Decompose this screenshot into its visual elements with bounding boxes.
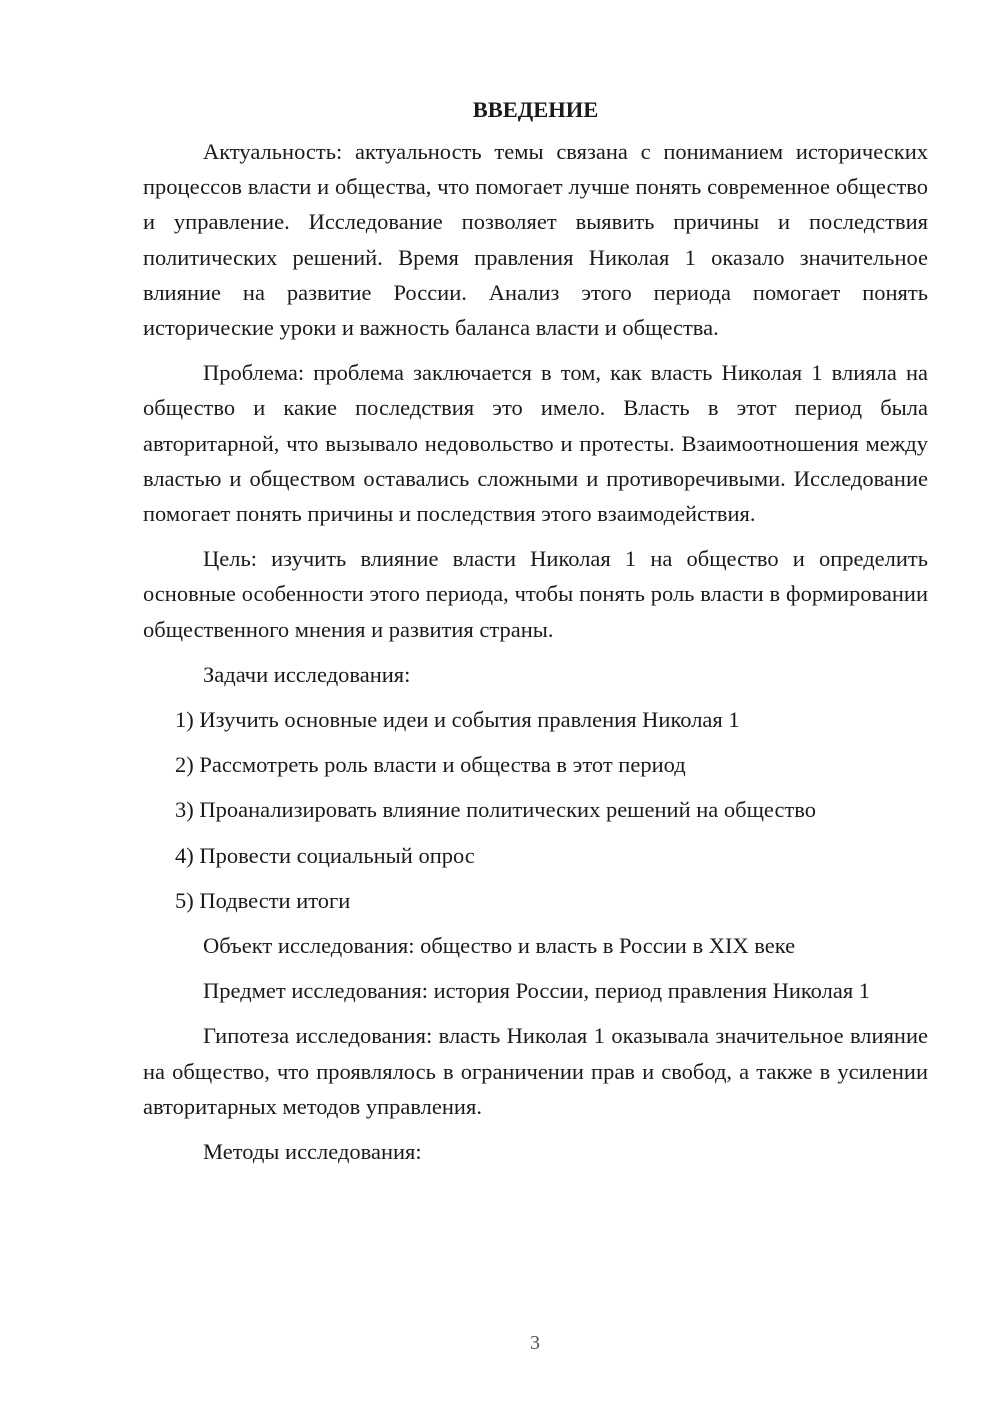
methods-heading: Методы исследования: bbox=[203, 1139, 422, 1165]
list-item: 3) Проанализировать влияние политических решений на общество bbox=[175, 797, 817, 823]
hypothesis-paragraph: Гипотеза исследования: власть Николая 1 оказывала значительное влияние на общество, что проявлялось в ограничении прав и свобод, а также в усилении авторитарных методов управления. bbox=[143, 1023, 928, 1119]
page-number: 3 bbox=[530, 1332, 540, 1354]
subject-paragraph: Предмет исследования: история России, период правления Николая 1 bbox=[203, 978, 871, 1004]
object-paragraph: Объект исследования: общество и власть в России в XIX веке bbox=[203, 933, 796, 959]
document-page bbox=[143, 92, 928, 1179]
list-item: 4) Провести социальный опрос bbox=[175, 842, 475, 868]
list-item: 1) Изучить основные идеи и события правления Николая 1 bbox=[175, 707, 740, 733]
list-item: 2) Рассмотреть роль власти и общества в этот период bbox=[175, 752, 686, 778]
relevance-paragraph: Актуальность: актуальность темы связана с пониманием исторических процессов власти и общества, что помогает лучше понять современное общество и управление. Исследование позволяет выявить причины и последствия политических решений. Время правления Николая 1 оказало значительное влияние на развитие России. Анализ этого периода помогает понять исторические уроки и важность баланса власти и общества. bbox=[143, 139, 928, 341]
problem-paragraph: Проблема: проблема заключается в том, как власть Николая 1 влияла на общество и какие последствия это имело. Власть в этот период была авторитарной, что вызывало недовольство и протесты. Взаимоотношения между властью и обществом оставались сложными и противоречивыми. Исследование помогает понять причины и последствия этого взаимодействия. bbox=[143, 360, 928, 527]
goal-paragraph: Цель: изучить влияние власти Николая 1 на общество и определить основные особенности этого периода, чтобы понять роль власти в формировании общественного мнения и развития страны. bbox=[143, 546, 928, 642]
tasks-heading: Задачи исследования: bbox=[203, 661, 411, 687]
tasks-list bbox=[143, 702, 928, 918]
page-title: ВВЕДЕНИЕ bbox=[472, 97, 599, 122]
list-item: 5) Подвести итоги bbox=[175, 887, 351, 913]
